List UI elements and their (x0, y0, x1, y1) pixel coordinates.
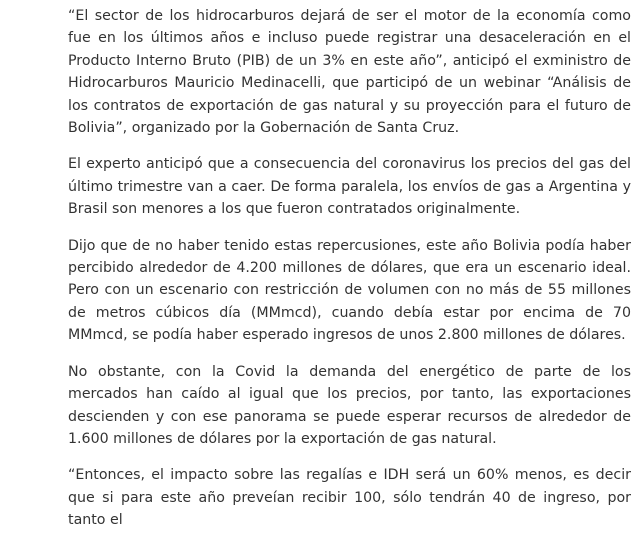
article-paragraph: “Entonces, el impacto sobre las regalías e IDH será un 60% menos, es decir que si para este año preveían recibir 100, sólo tendrán 40 de ingreso, por tanto el (68, 467, 631, 529)
article-body (68, 5, 631, 546)
article-paragraph: “El sector de los hidrocarburos dejará de ser el motor de la economía como fue en los últimos años e incluso puede registrar una desaceleración en el Producto Interno Bruto (PIB) de un 3% en este año”, anticipó el exministro de Hidrocarburos Mauricio Medinacelli, que participó de un webinar “Análisis de los contratos de exportación de gas natural y su proyección para el futuro de Bolivia”, organizado por la Gobernación de Santa Cruz. (68, 8, 631, 137)
article-paragraph: Dijo que de no haber tenido estas repercusiones, este año Bolivia podía haber percibido alrededor de 4.200 millones de dólares, que era un escenario ideal. Pero con un escenario con restricción de volumen con no más de 55 millones de metros cúbicos día (MMmcd), cuando debía estar por encima de 70 MMmcd, se podía haber esperado ingresos de unos 2.800 millones de dólares. (68, 237, 631, 344)
article-paragraph: El experto anticipó que a consecuencia del coronavirus los precios del gas del último trimestre van a caer. De forma paralela, los envíos de gas a Argentina y Brasil son menores a los que fueron contratados originalmente. (68, 156, 631, 218)
article-paragraph: No obstante, con la Covid la demanda del energético de parte de los mercados han caído al igual que los precios, por tanto, las exportaciones descienden y con ese panorama se puede esperar recursos de alrededor de 1.600 millones de dólares por la exportación de gas natural. (68, 363, 631, 447)
